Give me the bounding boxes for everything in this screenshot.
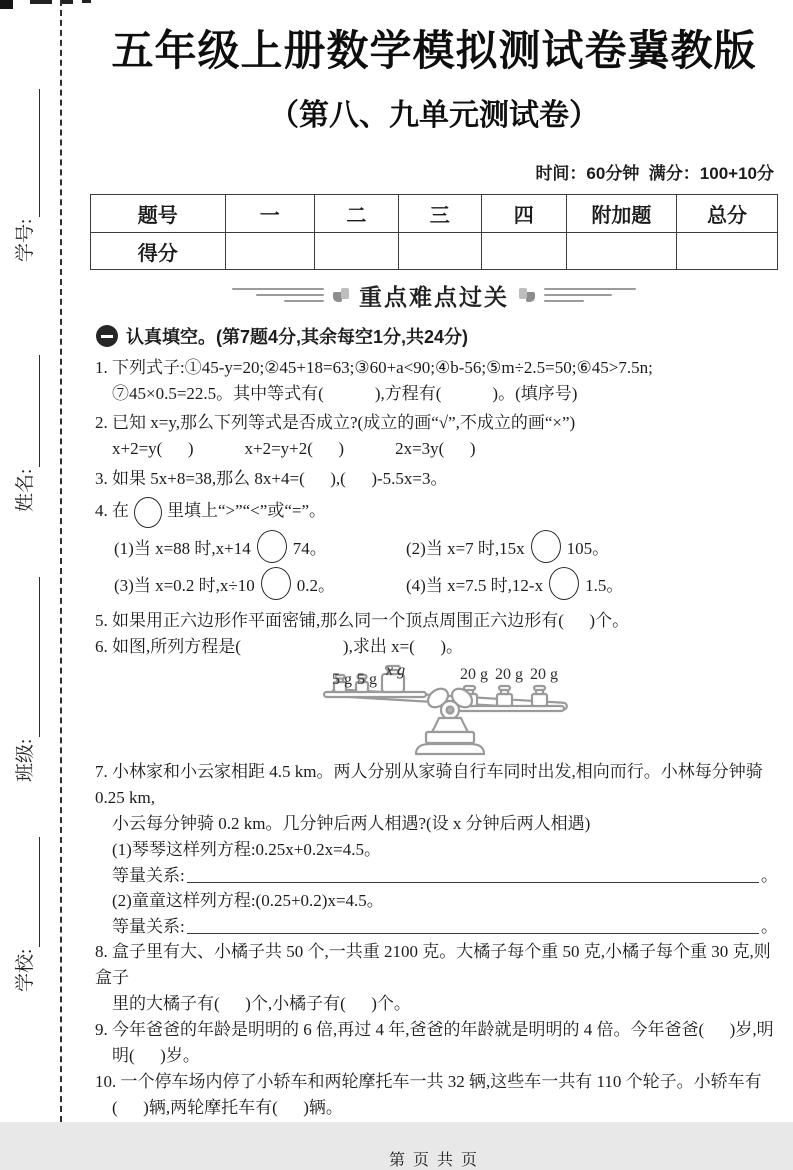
item-post: 74。 <box>292 538 327 558</box>
speed-lines-right-icon <box>544 288 636 302</box>
relation-label: 等量关系: <box>112 916 185 936</box>
relation-period: 。 <box>761 865 778 885</box>
weight-20g-icon <box>532 686 547 706</box>
section-number-one-icon <box>96 325 118 347</box>
relation-period: 。 <box>761 916 778 936</box>
page-footer: 第 页 共 页 <box>388 1151 479 1169</box>
speed-lines-left-icon <box>232 288 324 302</box>
question-10-line-1: 10. 一个停车场内停了小轿车和两轮摩托车一共 32 辆,这些车一共有 110 个轮子。小轿车有 <box>95 1071 762 1091</box>
score-table-cell: 一 <box>225 195 314 233</box>
score-table-cell: 四 <box>481 195 566 233</box>
page-subtitle: （第八、九单元测试卷） <box>269 99 599 132</box>
score-empty-cell <box>566 233 676 270</box>
question-10-line-2: ( )辆,两轮摩托车有( )辆。 <box>112 1097 343 1117</box>
fill-in-blank-line <box>15 577 40 737</box>
item-post: 105。 <box>566 538 610 558</box>
score-table-cell: 题号 <box>91 195 226 233</box>
question-2-line-1: 2. 已知 x=y,那么下列等式是否成立?(成立的画“√”,不成立的画“×”) <box>95 413 576 432</box>
score-empty-cell <box>314 233 398 270</box>
question-4-items-row-2 <box>90 565 778 602</box>
binding-dashed-line <box>60 0 62 1122</box>
question-8-line-1: 8. 盒子里有大、小橘子共 50 个,一共重 2100 克。大橘子每个重 50 克,小橘子每个重 30 克,则盒子 <box>95 941 771 987</box>
sidebar-field-label: 学校: <box>15 948 36 992</box>
question-4-item-4 <box>406 567 623 600</box>
weight-label: 20 g <box>530 665 558 683</box>
item-pre: (2)当 x=7 时,15x <box>406 538 525 558</box>
question-4 <box>90 496 778 528</box>
scan-edge-artifact <box>30 0 52 4</box>
question-7-line-2: 小云每分钟骑 0.2 km。几分钟后两人相遇?(设 x 分钟后两人相遇) <box>112 813 591 833</box>
question-9-line-1: 9. 今年爸爸的年龄是明明的 6 倍,再过 4 年,爸爸的年龄就是明明的 4 倍。今年爸爸( )岁,明 <box>95 1019 774 1039</box>
answer-blank-line <box>187 933 759 934</box>
section-heading-text: 认真填空。(第7题4分,其余每空1分,共24分) <box>126 326 469 347</box>
score-table-cell: 总分 <box>677 195 778 233</box>
score-table-cell: 得分 <box>91 233 226 270</box>
answer-circle <box>549 567 579 600</box>
scan-corner-artifact <box>0 0 13 9</box>
banner-text: 重点难点过关 <box>359 283 509 310</box>
item-post: 0.2。 <box>296 575 335 595</box>
question-8-line-2: 里的大橘子有( )个,小橘子有( )个。 <box>112 993 411 1013</box>
score-table-cell: 附加题 <box>566 195 676 233</box>
answer-circle <box>531 530 561 563</box>
score-empty-cell <box>225 233 314 270</box>
question-4-pre: 4. 在 <box>95 501 129 520</box>
question-4-item-1 <box>114 530 406 563</box>
item-pre: (1)当 x=88 时,x+14 <box>114 538 251 558</box>
quote-ornament-icon <box>333 288 350 303</box>
sidebar-field-school <box>12 837 42 992</box>
question-7-relation-2 <box>90 914 778 939</box>
item-post: 1.5。 <box>585 575 624 595</box>
score-table-header-row <box>91 195 778 233</box>
question-2-line-2: x+2=y( ) x+2=y+2( ) 2x=3y( ) <box>112 439 476 458</box>
quote-ornament-icon <box>518 288 535 303</box>
question-1-line-2: ⑦45×0.5=22.5。其中等式有( ),方程有( )。(填序号) <box>112 384 578 403</box>
score-table-score-row <box>91 233 778 270</box>
score-table-cell: 三 <box>398 195 481 233</box>
question-7-line-1: 7. 小林家和小云家相距 4.5 km。两人分别从家骑自行车同时出发,相向而行。小林每分钟骑 0.25 km, <box>95 761 767 807</box>
sidebar-field-label: 班级: <box>15 738 36 782</box>
balance-scale-drawing <box>322 662 578 757</box>
answer-circle <box>261 567 291 600</box>
weight-label: 20 g <box>460 665 488 683</box>
answer-blank-line <box>187 882 759 883</box>
item-pre: (3)当 x=0.2 时,x÷10 <box>114 575 255 595</box>
answer-circle <box>257 530 287 563</box>
sidebar-field-student-id <box>12 89 42 262</box>
question-7-sub-2: (2)童童这样列方程:(0.25+0.2)x=4.5。 <box>112 890 384 910</box>
question-5: 5. 如果用正六边形作平面密铺,那么同一个顶点周围正六边形有( )个。 <box>95 610 630 630</box>
question-6: 6. 如图,所列方程是( ),求出 x=( )。 <box>95 636 463 656</box>
fill-in-blank-line <box>15 837 40 947</box>
main-content <box>90 0 778 1170</box>
fill-in-blank-line <box>15 89 40 217</box>
score-empty-cell <box>481 233 566 270</box>
weight-label: 5 g <box>357 670 377 688</box>
section-1-heading <box>90 322 778 349</box>
weight-label: x g <box>386 661 406 679</box>
question-4-item-2 <box>406 530 609 563</box>
sidebar-field-label: 学号: <box>15 218 36 262</box>
weight-label: 20 g <box>495 665 523 683</box>
question-3: 3. 如果 5x+8=38,那么 8x+4=( ),( )-5.5x=3。 <box>95 469 448 488</box>
sidebar-field-class <box>12 577 42 782</box>
question-4-item-3 <box>114 567 406 600</box>
question-7-sub-1: (1)琴琴这样列方程:0.25x+0.2x=4.5。 <box>112 839 381 859</box>
score-table-cell: 二 <box>314 195 398 233</box>
banner <box>90 280 778 310</box>
question-9-line-2: 明( )岁。 <box>112 1045 200 1065</box>
score-empty-cell <box>398 233 481 270</box>
answer-circle <box>134 497 162 528</box>
weight-label: 5 g <box>332 670 352 688</box>
question-4-items-row-1 <box>90 528 778 565</box>
score-empty-cell <box>677 233 778 270</box>
question-4-post: 里填上“>”“<”或“=”。 <box>167 501 327 520</box>
score-table <box>90 194 778 270</box>
item-pre: (4)当 x=7.5 时,12-x <box>406 575 544 595</box>
balance-scale-figure <box>322 662 578 757</box>
page-title: 五年级上册数学模拟测试卷冀教版 <box>111 27 757 74</box>
question-1-line-1: 1. 下列式子:①45-y=20;②45+18=63;③60+a<90;④b-56;⑤m÷2.5=50;⑥45>7.5n; <box>95 358 653 377</box>
sidebar-field-name <box>12 355 42 512</box>
sidebar-field-label: 姓名: <box>15 468 36 512</box>
relation-label: 等量关系: <box>112 865 185 885</box>
fill-in-blank-line <box>15 355 40 467</box>
time-score-info: 时间：60分钟 满分：100+10分 <box>535 164 774 183</box>
question-7-relation-1 <box>90 863 778 888</box>
weight-20g-icon <box>497 686 512 706</box>
